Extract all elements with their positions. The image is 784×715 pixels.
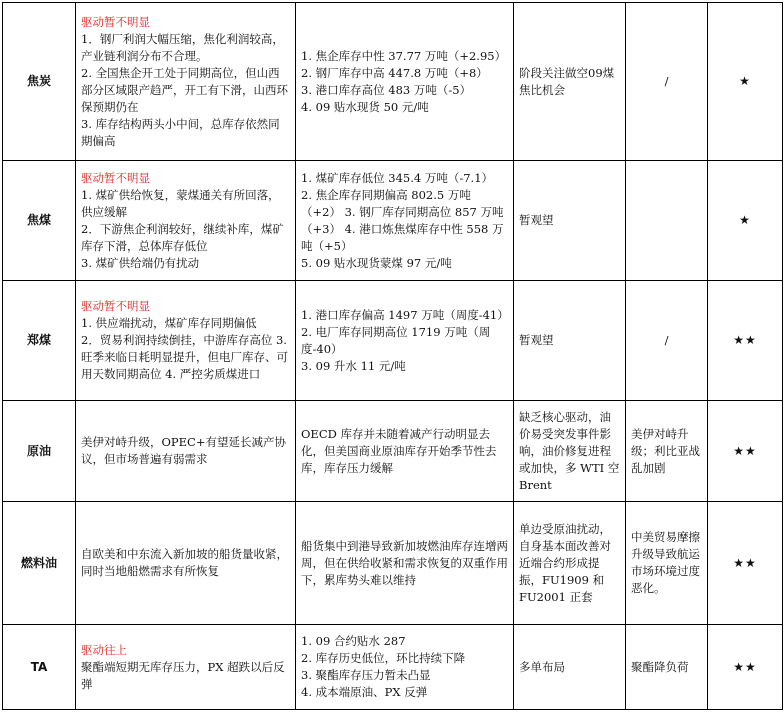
- driver-label: 驱动暂不明显: [81, 170, 150, 185]
- driver-line: 2. 全国焦企开工处于同期高位，但山西部分区域限产趋严，开工有下滑，山西环保预期仍在: [81, 65, 288, 114]
- inventory-line: 1. 煤矿库存低位 345.4 万吨（-7.1）: [301, 170, 494, 185]
- driver-line: 2．贸易利润持续倒挂，中游库存高位 3. 旺季来临日耗明显提升，但电厂库存、可用天数同期高位 4. 严控劣质煤进口: [81, 333, 288, 381]
- inventory-line: 船货集中到港导致新加坡燃油库存连增两周，但在供给收紧和需求恢复的双重作用下，累库势头难以维持: [301, 538, 508, 587]
- inventory-line: 4. 09 贴水现货 50 元/吨: [301, 99, 429, 114]
- strategy-cell: 单边受原油扰动，自身基本面改善对近端合约形成提振，FU1909 和 FU2001 正套: [514, 502, 626, 625]
- inventory-line: 2. 钢厂库存中高 447.8 万吨（+8）: [301, 65, 488, 80]
- inventory-line: 2. 电厂库存同期高位 1719 万吨（周度-40）: [301, 324, 491, 356]
- strategy-cell: 多单布局: [514, 625, 626, 710]
- inventory-line: 4. 成本端原油、PX 反弹: [301, 685, 428, 699]
- strategy-cell: 缺乏核心驱动，油价易受突发事件影响，油价修复进程或加快，多 WTI 空 Brent: [514, 401, 626, 502]
- table-row: [3, 502, 783, 625]
- strategy-cell: 暂观望: [514, 281, 626, 401]
- inventory-cell: [296, 161, 514, 281]
- commodity-table: [2, 2, 783, 710]
- commodity-name: 焦煤: [3, 161, 76, 281]
- driver-line: 1. 供应端扰动，煤矿库存同期偏低: [81, 316, 257, 330]
- table-row: [3, 281, 783, 401]
- driver-cell: [76, 625, 296, 710]
- table-row: [3, 401, 783, 502]
- inventory-line: 1. 港口库存偏高 1497 万吨（周度-41）: [301, 307, 509, 322]
- inventory-line: 3. 聚酯库存压力暂未凸显: [301, 668, 431, 682]
- driver-cell: [76, 401, 296, 502]
- table-row: [3, 161, 783, 281]
- driver-cell: [76, 161, 296, 281]
- driver-line: 1．钢厂利润大幅压缩，焦化利润较高，产业链利润分布不合理。: [81, 31, 284, 63]
- rating-stars: ★★: [708, 401, 783, 502]
- inventory-line: 1. 09 合约贴水 287: [301, 634, 406, 648]
- inventory-cell: [296, 625, 514, 710]
- inventory-cell: [296, 3, 514, 161]
- rating-stars: ★★: [708, 625, 783, 710]
- strategy-cell: 阶段关注做空09煤焦比机会: [514, 3, 626, 161]
- strategy-cell: 暂观望: [514, 161, 626, 281]
- inventory-cell: [296, 281, 514, 401]
- commodity-name: 焦炭: [3, 3, 76, 161]
- inventory-line: OECD 库存并未随着减产行动明显去化，但美国商业原油库存开始季节性去库，库存压力缓解: [301, 426, 497, 475]
- driver-label: 驱动暂不明显: [81, 14, 150, 29]
- driver-cell: [76, 281, 296, 401]
- inventory-line: 5. 09 贴水现货蒙煤 97 元/吨: [301, 255, 452, 270]
- risk-cell: 中美贸易摩擦升级导致航运市场环境过度恶化。: [626, 502, 708, 625]
- driver-label: 驱动暂不明显: [81, 299, 150, 313]
- inventory-cell: [296, 401, 514, 502]
- inventory-line: 2. 焦企库存同期偏高 802.5 万吨（+2） 3. 钢厂库存同期高位 857 万吨（+3） 4. 港口炼焦煤库存中性 558 万吨（+5）: [301, 187, 504, 253]
- commodity-name: 原油: [3, 401, 76, 502]
- inventory-line: 1. 焦企库存中性 37.77 万吨（+2.95）: [301, 48, 507, 63]
- driver-line: 2．下游焦企利润较好，继续补库，煤矿库存下滑，总体库存低位: [81, 221, 284, 253]
- risk-cell: /: [626, 3, 708, 161]
- inventory-cell: [296, 502, 514, 625]
- driver-line: 3. 库存结构两头小中间，总库存依然同期偏高: [81, 116, 280, 148]
- rating-stars: ★★: [708, 502, 783, 625]
- risk-cell: 美伊对峙升级；利比亚战乱加剧: [626, 401, 708, 502]
- rating-stars: ★: [708, 161, 783, 281]
- table-row: [3, 3, 783, 161]
- rating-stars: ★★: [708, 281, 783, 401]
- rating-stars: ★: [708, 3, 783, 161]
- driver-label: 驱动往上: [81, 642, 127, 657]
- inventory-line: 3. 09 升水 11 元/吨: [301, 358, 406, 373]
- table-body: [3, 3, 783, 710]
- table-row: [3, 625, 783, 710]
- commodity-name: 燃料油: [3, 502, 76, 625]
- driver-line: 美伊对峙升级，OPEC+有望延长减产协议，但市场普遍有弱需求: [81, 435, 286, 466]
- commodity-name: TA: [3, 625, 76, 710]
- inventory-line: 3. 港口库存高位 483 万吨（-5）: [301, 82, 472, 97]
- driver-line: 聚酯端短期无库存压力，PX 超跌以后反弹: [81, 659, 285, 691]
- risk-cell: [626, 161, 708, 281]
- driver-cell: [76, 3, 296, 161]
- driver-line: 自欧美和中东流入新加坡的船货量收紧，同时当地船燃需求有所恢复: [81, 547, 288, 578]
- driver-cell: [76, 502, 296, 625]
- inventory-line: 2. 库存历史低位，环比持续下降: [301, 651, 466, 665]
- risk-cell: 聚酯降负荷: [626, 625, 708, 710]
- risk-cell: /: [626, 281, 708, 401]
- driver-line: 1. 煤矿供给恢复，蒙煤通关有所回落，供应缓解: [81, 187, 280, 219]
- commodity-name: 郑煤: [3, 281, 76, 401]
- driver-line: 3. 煤矿供给端仍有扰动: [81, 255, 200, 270]
